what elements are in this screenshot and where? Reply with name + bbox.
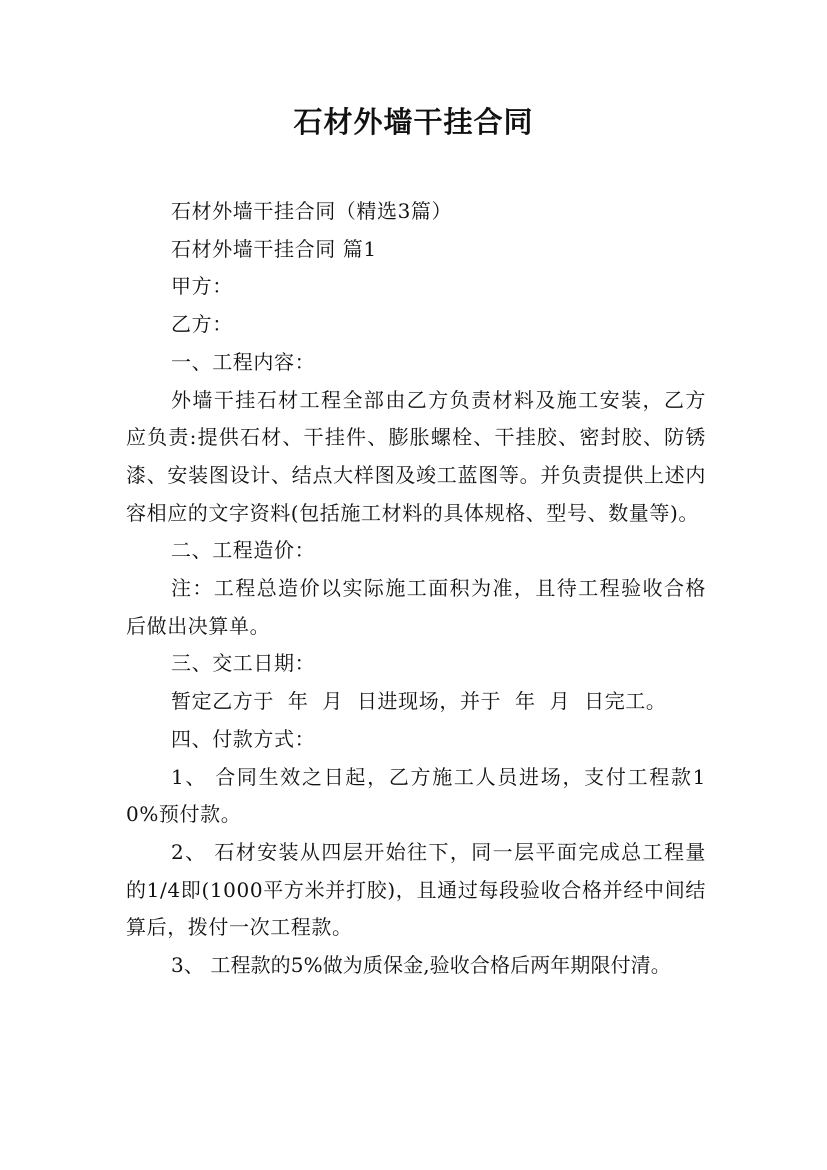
clause-heading-cost: 二、工程造价： [171, 538, 316, 563]
clause-heading-payment: 四、付款方式： [171, 726, 316, 751]
delivery-date-paragraph: 暂定乙方于 年 月 日进现场，并于 年 月 日完工。 [171, 689, 667, 714]
document-body [126, 193, 706, 985]
section-heading-part1: 石材外墙干挂合同 篇1 [171, 236, 377, 261]
work-content-paragraph: 外墙干挂石材工程全部由乙方负责材料及施工安装，乙方应负责:提供石材、干挂件、膨胀螺栓、干挂胶、密封胶、防锈漆、安装图设计、结点大样图及竣工蓝图等。并负责提供上述内容相应的文字资料(包括施工材料的具体规格、型号、数量等)。 [126, 387, 706, 525]
party-b-line: 乙方： [171, 312, 233, 337]
cost-note-paragraph: 注：工程总造价以实际施工面积为准，且待工程验收合格后做出决算单。 [126, 576, 706, 638]
document-title: 石材外墙干挂合同 [293, 105, 534, 139]
party-a-line: 甲方： [171, 274, 233, 299]
payment-item-3: 3、 工程款的5%做为质保金,验收合格后两年期限付清。 [171, 953, 671, 978]
clause-heading-delivery-date: 三、交工日期： [171, 651, 316, 676]
payment-item-2: 2、 石材安装从四层开始往下，同一层平面完成总工程量的1/4即(1000平方米并打胶)，且通过每段验收合格并经中间结算后，拨付一次工程款。 [126, 839, 706, 940]
subtitle-paragraph: 石材外墙干挂合同（精选3篇） [171, 199, 453, 223]
payment-item-1: 1、 合同生效之日起，乙方施工人员进场，支付工程款10%预付款。 [126, 764, 706, 827]
clause-heading-work-content: 一、工程内容： [171, 349, 316, 374]
